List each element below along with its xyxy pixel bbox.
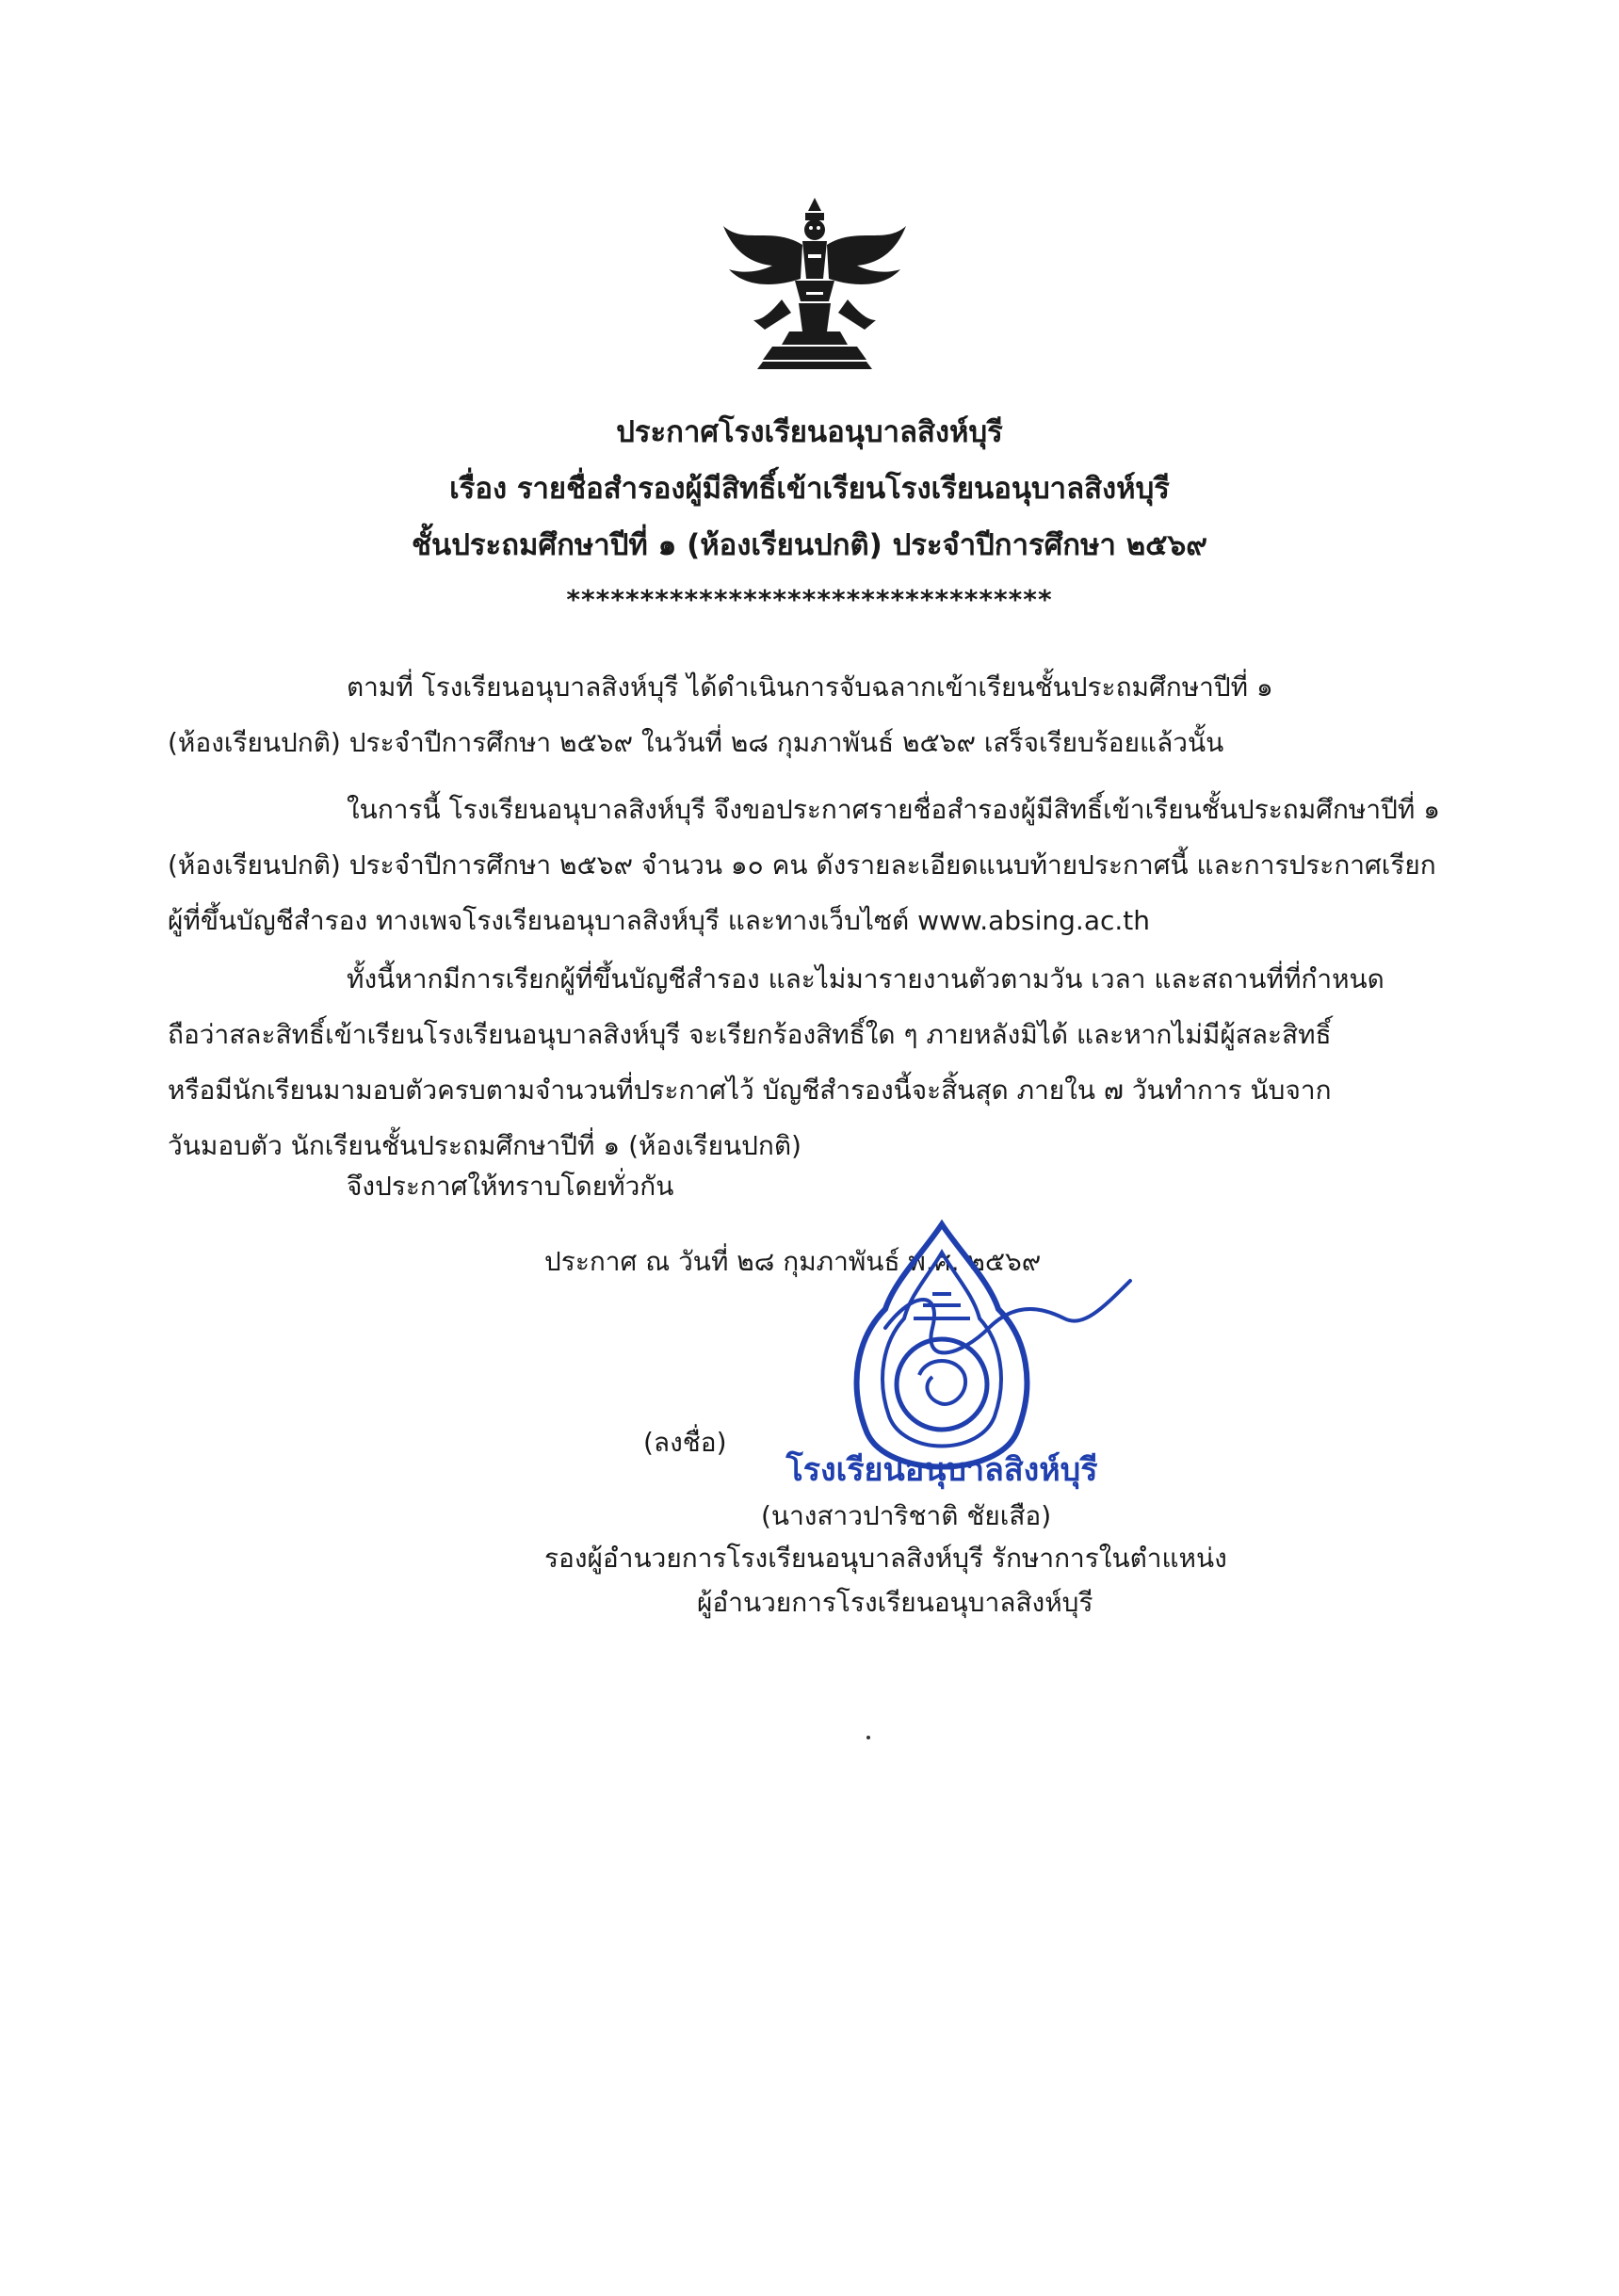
- signer-position: ผู้อำนวยการโรงเรียนอนุบาลสิงห์บุรี: [697, 1587, 1093, 1618]
- header-separator: *********************************: [566, 584, 1053, 615]
- paragraph-line: (ห้องเรียนปกติ) ประจำปีการศึกษา ๒๕๖๙ จำนวน ๑๐ คน ดังรายละเอียดแนบท้ายประกาศนี้ และการประกาศเรียก: [168, 849, 1436, 881]
- paragraph-2: [168, 782, 1449, 948]
- paragraph-line: ผู้ที่ขึ้นบัญชีสำรอง ทางเพจโรงเรียนอนุบาลสิงห์บุรี และทางเว็บไซต์ www.absing.ac.th: [168, 905, 1151, 936]
- paragraph-line: หรือมีนักเรียนมามอบตัวครบตามจำนวนที่ประกาศไว้ บัญชีสำรองนี้จะสิ้นสุด ภายใน ๗ วันทำการ นับจาก: [168, 1075, 1332, 1106]
- signature-label: (ลงชื่อ): [643, 1427, 727, 1458]
- paragraph-3: [168, 951, 1449, 1173]
- announcement-date: ประกาศ ณ วันที่ ๒๘ กุมภาพันธ์ พ.ศ. ๒๕๖๙: [544, 1246, 1042, 1277]
- announcement-grade-line: ชั้นประถมศึกษาปีที่ ๑ (ห้องเรียนปกติ) ประจำปีการศึกษา ๒๕๖๙: [412, 528, 1207, 562]
- paragraph-line: วันมอบตัว นักเรียนชั้นประถมศึกษาปีที่ ๑ (ห้องเรียนปกติ): [168, 1130, 801, 1161]
- paragraph-line: ในการนี้ โรงเรียนอนุบาลสิงห์บุรี จึงขอประกาศรายชื่อสำรองผู้มีสิทธิ์เข้าเรียนชั้นประถมศึกษาปีที่ ๑: [347, 794, 1440, 825]
- paragraph-line: ทั้งนี้หากมีการเรียกผู้ที่ขึ้นบัญชีสำรอง และไม่มารายงานตัวตามวัน เวลา และสถานที่ที่กำหนด: [347, 963, 1384, 994]
- signer-title: รองผู้อำนวยการโรงเรียนอนุบาลสิงห์บุรี รักษาการในตำแหน่ง: [544, 1543, 1227, 1574]
- paragraph-line: ถือว่าสละสิทธิ์เข้าเรียนโรงเรียนอนุบาลสิงห์บุรี จะเรียกร้องสิทธิ์ใด ๆ ภายหลังมิได้ และหากไม่มีผู้สละสิทธิ์: [168, 1019, 1332, 1050]
- signer-name: (นางสาวปาริชาติ ชัยเสือ): [761, 1500, 1052, 1531]
- stray-mark: [866, 1736, 870, 1739]
- announcement-subject: เรื่อง รายชื่อสำรองผู้มีสิทธิ์เข้าเรียนโรงเรียนอนุบาลสิงห์บุรี: [449, 472, 1170, 506]
- paragraph-line: ตามที่ โรงเรียนอนุบาลสิงห์บุรี ได้ดำเนินการจับฉลากเข้าเรียนชั้นประถมศึกษาปีที่ ๑: [347, 671, 1273, 703]
- paragraph-line: (ห้องเรียนปกติ) ประจำปีการศึกษา ๒๕๖๙ ในวันที่ ๒๘ กุมภาพันธ์ ๒๕๖๙ เสร็จเรียบร้อยแล้วนั้น: [168, 727, 1224, 758]
- garuda-emblem-icon: [716, 188, 914, 377]
- svg-text:โรงเรียนอนุบาลสิงห์บุรี: โรงเรียนอนุบาลสิงห์บุรี: [785, 1451, 1098, 1489]
- announcement-title: ประกาศโรงเรียนอนุบาลสิงห์บุรี: [616, 415, 1003, 449]
- closing-statement: จึงประกาศให้ทราบโดยทั่วกัน: [347, 1171, 674, 1202]
- handwritten-signature: [876, 1271, 1140, 1384]
- paragraph-1: [168, 659, 1449, 770]
